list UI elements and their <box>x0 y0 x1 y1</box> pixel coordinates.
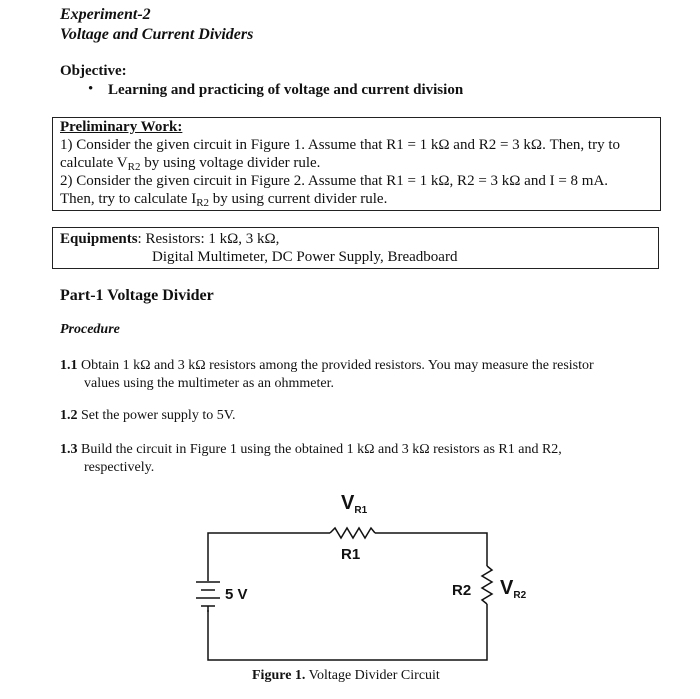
objective-heading: Objective: <box>60 63 127 79</box>
figure-caption: Figure 1. Voltage Divider Circuit <box>252 668 440 683</box>
procedure-heading: Procedure <box>60 322 120 337</box>
part1-heading: Part-1 Voltage Divider <box>60 287 214 304</box>
source-voltage-label: 5 V <box>225 586 248 603</box>
experiment-title: Experiment-2 <box>60 6 151 23</box>
bullet-icon: • <box>88 81 94 97</box>
step-1-1-line-1: 1.1 Obtain 1 kΩ and 3 kΩ resistors among the provided resistors. You may measure the resistor <box>60 358 594 373</box>
r2-label: R2 <box>452 582 472 599</box>
equipments-line-1: Equipments: Resistors: 1 kΩ, 3 kΩ, <box>60 231 280 247</box>
equipments-line-2: Digital Multimeter, DC Power Supply, Breadboard <box>152 249 458 265</box>
preliminary-line-1: 1) Consider the given circuit in Figure 1. Assume that R1 = 1 kΩ and R2 = 3 kΩ. Then, try to <box>60 137 620 153</box>
wire-top-left <box>208 533 330 581</box>
vr2-label: $V_{R2}$ <box>500 577 527 601</box>
objective-bullet-text: Learning and practicing of voltage and current division <box>108 82 464 98</box>
step-1-2: 1.2 Set the power supply to 5V. <box>60 408 236 423</box>
resistor-r1-icon <box>330 528 375 538</box>
preliminary-line-3: 2) Consider the given circuit in Figure 2. Assume that R1 = 1 kΩ, R2 = 3 kΩ and I = 8 mA. <box>60 173 609 189</box>
wire-right-bottom <box>208 604 487 660</box>
experiment-subtitle: Voltage and Current Dividers <box>60 26 254 43</box>
preliminary-heading: Preliminary Work: <box>60 119 183 135</box>
preliminary-line-4: Then, try to calculate $I_{R2}$ by using current divider rule. <box>60 191 388 209</box>
preliminary-line-2: calculate $V_{R2}$ by using voltage divider rule. <box>60 155 321 173</box>
step-1-3-line-2: respectively. <box>84 460 155 475</box>
resistor-r2-icon <box>482 566 492 604</box>
wire-top-right <box>375 533 487 566</box>
step-1-1-line-2: values using the multimeter as an ohmmeter. <box>84 376 334 391</box>
r1-label: R1 <box>341 546 361 563</box>
step-1-3-line-1: 1.3 Build the circuit in Figure 1 using the obtained 1 kΩ and 3 kΩ resistors as R1 and R2, <box>60 442 562 457</box>
vr1-label: $V_{R1}$ <box>341 492 368 516</box>
